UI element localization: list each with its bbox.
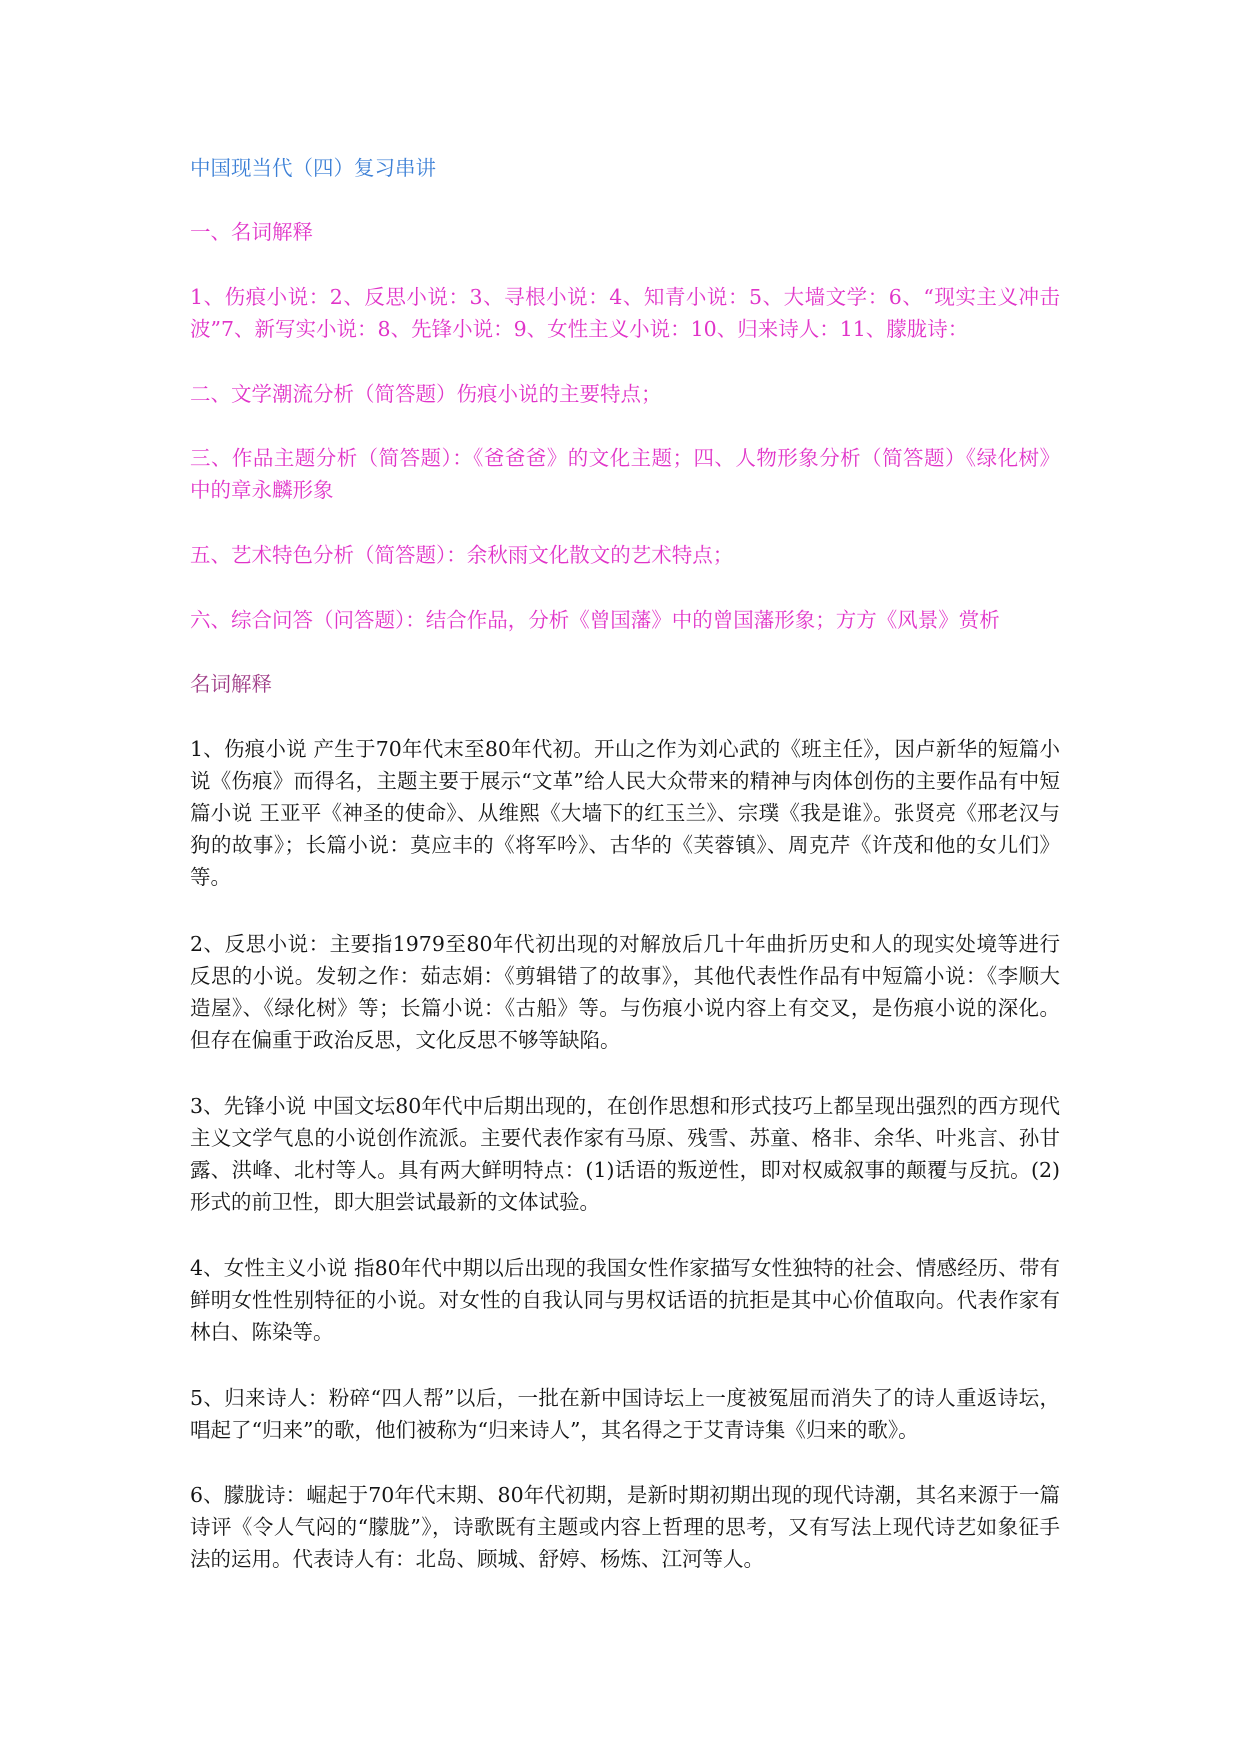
definition-paragraph: 2、反思小说：主要指1979至80年代初出现的对解放后几十年曲折历史和人的现实处境等进行反思的小说。发轫之作：茹志娟：《剪辑错了的故事》，其他代表性作品有中短篇小说：《李顺大造屋》、《绿化树》等；长篇小说：《古船》等。与伤痕小说内容上有交叉，是伤痕小说的深化。但存在偏重于政治反思，文化反思不够等缺陷。 — [190, 932, 1060, 1052]
definition-paragraph: 5、归来诗人：粉碎“四人帮”以后，一批在新中国诗坛上一度被冤屈而消失了的诗人重返诗坛，唱起了“归来”的歌，他们被称为“归来诗人”，其名得之于艾青诗集《归来的歌》。 — [190, 1386, 1060, 1442]
outline-item: 一、名词解释 — [190, 220, 313, 244]
definition-paragraph: 1、伤痕小说 产生于70年代末至80年代初。开山之作为刘心武的《班主任》，因卢新华的短篇小说《伤痕》而得名，主题主要于展示“文革”给人民大众带来的精神与肉体创伤的主要作品有中短篇小说 王亚平《神圣的使命》、从维熙《大墙下的红玉兰》、宗璞《我是谁》。张贤亮《邢老汉与狗的故事》；长篇小说：莫应丰的《将军吟》、古华的《芙蓉镇》、周克芹《许茂和他的女儿们》等。 — [190, 737, 1060, 889]
section-title: 名词解释 — [190, 672, 272, 696]
definition-paragraph: 6、朦胧诗：崛起于70年代末期、80年代初期，是新时期初期出现的现代诗潮，其名来源于一篇诗评《令人气闷的“朦胧”》，诗歌既有主题或内容上哲理的思考，又有写法上现代诗艺如象征手法的运用。代表诗人有：北岛、顾城、舒婷、杨炼、江河等人。 — [190, 1483, 1060, 1571]
outline-item: 二、文学潮流分析（简答题）伤痕小说的主要特点； — [190, 382, 662, 406]
outline-item: 1、伤痕小说：2、反思小说：3、寻根小说：4、知青小说：5、大墙文学：6、“现实主义冲击波”7、新写实小说：8、先锋小说：9、女性主义小说：10、归来诗人：11、朦胧诗： — [190, 285, 1060, 341]
definition-paragraph: 4、女性主义小说 指80年代中期以后出现的我国女性作家描写女性独特的社会、情感经历、带有鲜明女性性别特征的小说。对女性的自我认同与男权话语的抗拒是其中心价值取向。代表作家有林白、陈染等。 — [190, 1256, 1060, 1344]
definition-paragraph: 3、先锋小说 中国文坛80年代中后期出现的，在创作思想和形式技巧上都呈现出强烈的西方现代主义文学气息的小说创作流派。主要代表作家有马原、残雪、苏童、格非、余华、叶兆言、孙甘露、洪峰、北村等人。具有两大鲜明特点：(1)话语的叛逆性，即对权威叙事的颠覆与反抗。(2)形式的前卫性，即大胆尝试最新的文体试验。 — [190, 1094, 1060, 1214]
document-title: 中国现当代（四）复习串讲 — [190, 156, 436, 180]
outline-item: 五、艺术特色分析（简答题）：余秋雨文化散文的艺术特点； — [190, 543, 734, 567]
outline-item: 三、作品主题分析（简答题）：《爸爸爸》的文化主题；四、人物形象分析（简答题）《绿化树》中的章永麟形象 — [190, 446, 1060, 502]
outline-item: 六、综合问答（问答题）：结合作品，分析《曾国藩》中的曾国藩形象；方方《风景》赏析 — [190, 608, 1000, 632]
